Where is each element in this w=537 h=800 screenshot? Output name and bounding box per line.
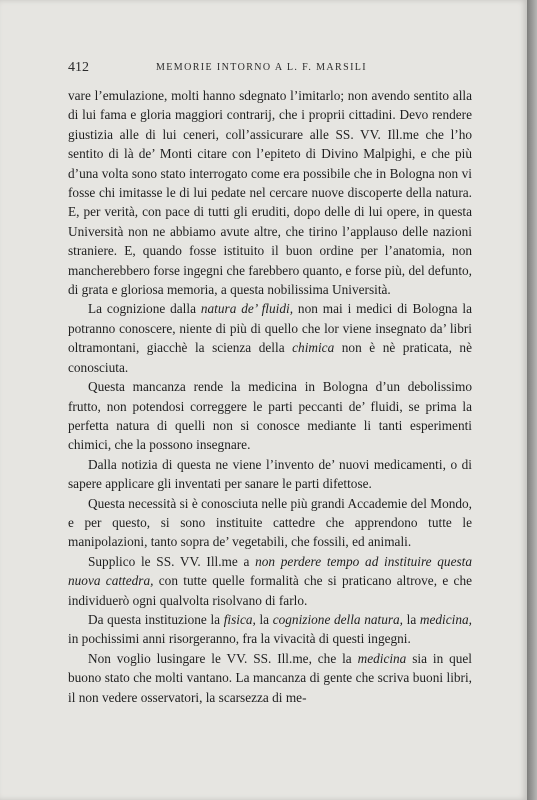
italic-text-segment: medicina <box>357 650 407 666</box>
text-segment: la <box>403 611 420 627</box>
text-segment: non mai i medici di Bologna la potranno conoscere, niente di più di quello che lor viene insegnato da’ libri oltramontani, giacchè la scienza della <box>68 301 473 356</box>
text-segment: la <box>255 611 273 627</box>
paragraph <box>68 455 472 494</box>
page-number: 412 <box>68 60 89 75</box>
text-segment: Questa necessità si è conosciuta nelle più grandi Accademie del Mondo, e per questo, si sono instituite cattedre che apprendono tutte le manipolazioni, tanto sopra de’ vegetabili, che fossili, ed animali. <box>68 495 472 550</box>
italic-text-segment: chimica <box>292 340 335 356</box>
page-header <box>68 60 470 78</box>
body-text <box>68 86 472 707</box>
text-segment: in pochissimi anni risorgeranno, fra la vivacità di questi ingegni. <box>68 631 411 647</box>
text-segment: La cognizione dalla <box>88 301 201 317</box>
paragraph <box>68 610 472 649</box>
text-segment: Questa mancanza rende la medicina in Bologna d’un debolissimo frutto, non potendosi correggere le parti peccanti de’ fluidi, se prima la perfetta natura di quelli non si conosce mediante li tanti esperimenti chimici, che la possono insegnare. <box>68 379 472 453</box>
text-segment: Non voglio lusingare le VV. SS. Ill.me, che la <box>88 650 358 666</box>
running-title: MEMORIE INTORNO A L. F. MARSILI <box>156 62 368 73</box>
italic-text-segment: fisica, <box>223 611 256 627</box>
italic-text-segment: cognizione della natura, <box>272 611 404 627</box>
paragraph <box>68 649 472 707</box>
paragraph <box>68 377 472 455</box>
text-segment: vare l’emulazione, molti hanno sdegnato l’imitarlo; non avendo sentito alla di lui fama e gloria maggiori contrarij, che i proprii cittadini. Devo rendere giustizia alle di lui ceneri, coll’assicurare alle SS. VV. Ill.me che l’ho sentito di là de’ Monti citare con l’epiteto di Divino Malpighi, e che più d’una volta sono stato interrogato come era possibile che in Bologna non vi fosse chi imitasse le di lui pedate nel cercare nuove discoperte della natura. E, per verità, con pace di tutti gli eruditi, dopo delle di lui opere, in questa Università non ne abbiamo avute altre, che tirino l’applauso delle nazioni straniere. E, quando fosse istituito il buon ordine per l’anatomia, non mancherebbero forse ingegni che farebbero quanto, e forse più, del defunto, di grata e gloriosa memoria, a questa nobilissima Università. <box>68 88 472 298</box>
text-segment: con tutte quelle formalità che si praticano altrove, e che individuerò ogni qualvolta risolvano di farlo. <box>68 573 472 608</box>
italic-text-segment: medicina, <box>419 611 472 627</box>
text-segment: sia in quel buono stato che molti vantano. La mancanza di gente che scriva buoni libri, il non vedere osservatori, la scarsezza di me- <box>68 650 472 705</box>
page-edge-shadow <box>527 0 537 800</box>
paragraph <box>68 494 472 552</box>
text-segment: non è nè praticata, nè conosciuta. <box>68 340 472 375</box>
paragraph <box>68 86 472 299</box>
text-segment: Da questa instituzione la <box>88 611 224 627</box>
italic-text-segment: non perdere tempo ad instituire questa nuova cattedra, <box>68 553 472 589</box>
text-segment: Supplico le SS. VV. Ill.me a <box>88 553 256 569</box>
paragraph <box>68 552 472 610</box>
paragraph <box>68 299 472 377</box>
text-segment: Dalla notizia di questa ne viene l’invento de’ nuovi medicamenti, o di sapere applicare gli inventati per sanare le parti difettose. <box>68 456 472 492</box>
italic-text-segment: natura de’ fluidi, <box>200 301 294 317</box>
